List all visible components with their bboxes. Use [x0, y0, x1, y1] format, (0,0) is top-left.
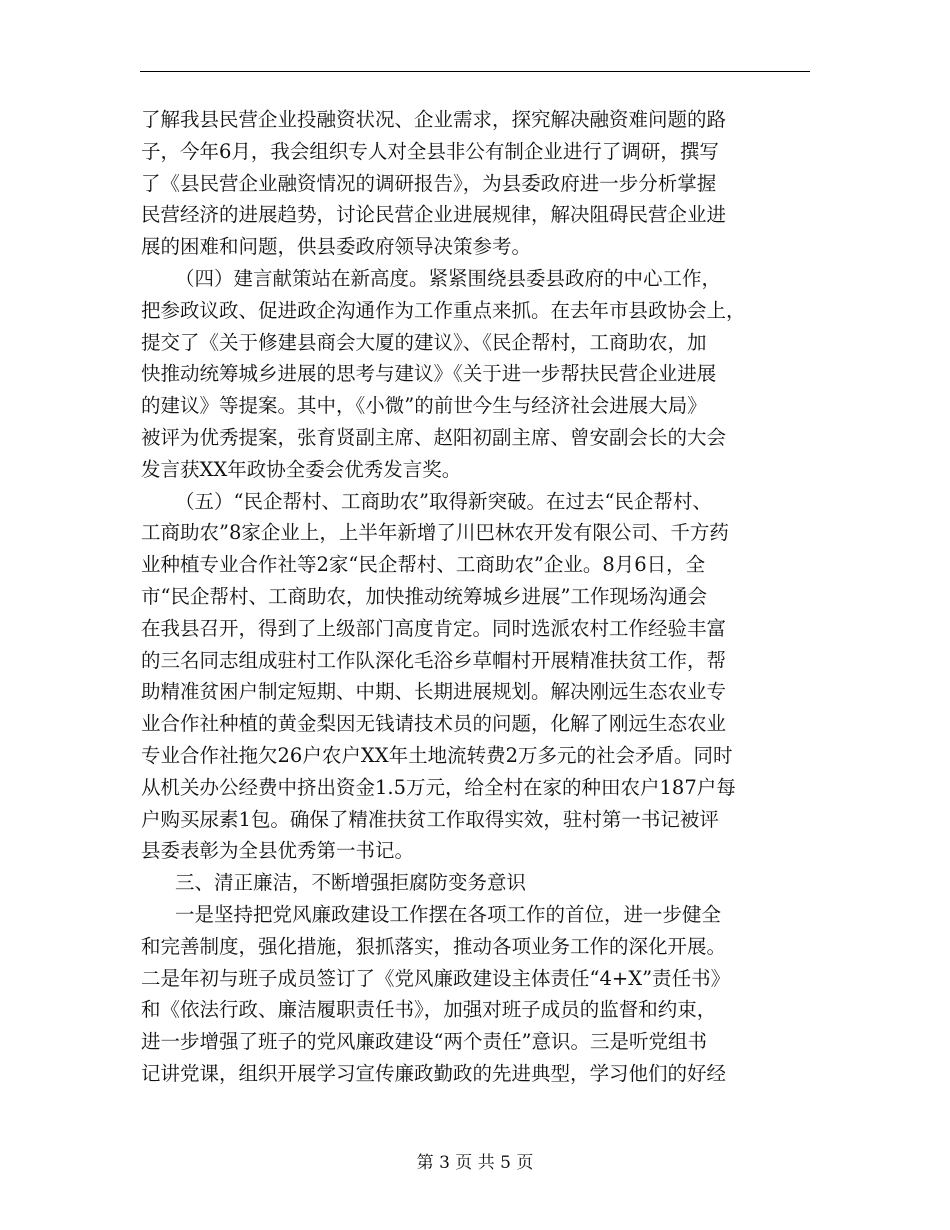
- text-line: 工商助农”8家企业上，上半年新增了川巴林农开发有限公司、千方药: [141, 521, 729, 545]
- page-number: 第 3 页 共 5 页: [416, 1153, 534, 1173]
- section-heading: 三、清正廉洁，不断增强拒腐防变务意识: [175, 871, 527, 895]
- text-line: 民营经济的进展趋势，讨论民营企业进展规律，解决阻碍民营企业进: [141, 203, 727, 227]
- text-line: 发言获XX年政协全委会优秀发言奖。: [141, 457, 462, 481]
- text-line: 在我县召开，得到了上级部门高度肯定。同时选派农村工作经验丰富: [141, 616, 727, 640]
- paragraph-start-line: （五）“民企帮村、工商助农”取得新突破。在过去“民企帮村、: [175, 489, 712, 513]
- document-body: [141, 104, 811, 1090]
- text-line: 助精准贫困户制定短期、中期、长期进展规划。解决刚远生态农业专: [141, 680, 727, 704]
- text-line: 从机关办公经费中挤出资金1.5万元，给全村在家的种田农户187户每: [141, 775, 736, 799]
- paragraph-start-line: 一是坚持把党风廉政建设工作摆在各项工作的首位，进一步健全: [175, 902, 722, 926]
- text-line: 进一步增强了班子的党风廉政建设“两个责任”意识。三是听党组书: [141, 1030, 707, 1054]
- text-line: 和完善制度，强化措施，狠抓落实，推动各项业务工作的深化开展。: [141, 934, 727, 958]
- text-line: 记讲党课，组织开展学习宣传廉政勤政的先进典型，学习他们的好经: [141, 1061, 727, 1085]
- text-line: 的三名同志组成驻村工作队深化毛浴乡草帽村开展精准扶贫工作，帮: [141, 648, 727, 672]
- text-line: 业种植专业合作社等2家“民企帮村、工商助农”企业。8月6日，全: [141, 553, 706, 577]
- text-line: 户购买尿素1包。确保了精准扶贫工作取得实效，驻村第一书记被评: [141, 807, 719, 831]
- text-line: 的建议》等提案。其中，《小微”的前世今生与经济社会进展大局》: [141, 394, 707, 418]
- text-line: 把参政议政、促进政企沟通作为工作重点来抓。在去年市县政协会上，: [141, 298, 746, 322]
- text-line: 被评为优秀提案，张育贤副主席、赵阳初副主席、曾安副会长的大会: [141, 425, 727, 449]
- header-rule: [140, 71, 810, 72]
- text-line: 快推动统筹城乡进展的思考与建议》《关于进一步帮扶民营企业进展: [141, 362, 717, 386]
- text-line: 业合作社种植的黄金梨因无钱请技术员的问题，化解了刚远生态农业: [141, 712, 727, 736]
- text-line: 市“民企帮村、工商助农，加快推动统筹城乡进展”工作现场沟通会: [141, 584, 707, 608]
- text-line: 了解我县民营企业投融资状况、企业需求，探究解决融资难问题的路: [141, 108, 727, 131]
- text-line: 二是年初与班子成员签订了《党风廉政建设主体责任“4+X”责任书》: [141, 966, 731, 990]
- text-line: 提交了《关于修建县商会大厦的建议》、《民企帮村，工商助农，加: [141, 330, 707, 354]
- text-line: 子，今年6月，我会组织专人对全县非公有制企业进行了调研，撰写: [141, 139, 719, 163]
- paragraph-start-line: （四）建言献策站在新高度。紧紧围绕县委县政府的中心工作，: [175, 266, 722, 290]
- text-line: 展的困难和问题，供县委政府领导决策参考。: [141, 235, 532, 259]
- text-line: 县委表彰为全县优秀第一书记。: [141, 839, 415, 863]
- text-line: 和《依法行政、廉洁履职责任书》，加强对班子成员的监督和约束，: [141, 998, 717, 1022]
- text-line: 专业合作社拖欠26户农户XX年土地流转费2万多元的社会矛盾。同时: [141, 743, 733, 767]
- text-line: 了《县民营企业融资情况的调研报告》，为县委政府进一步分析掌握: [141, 171, 717, 195]
